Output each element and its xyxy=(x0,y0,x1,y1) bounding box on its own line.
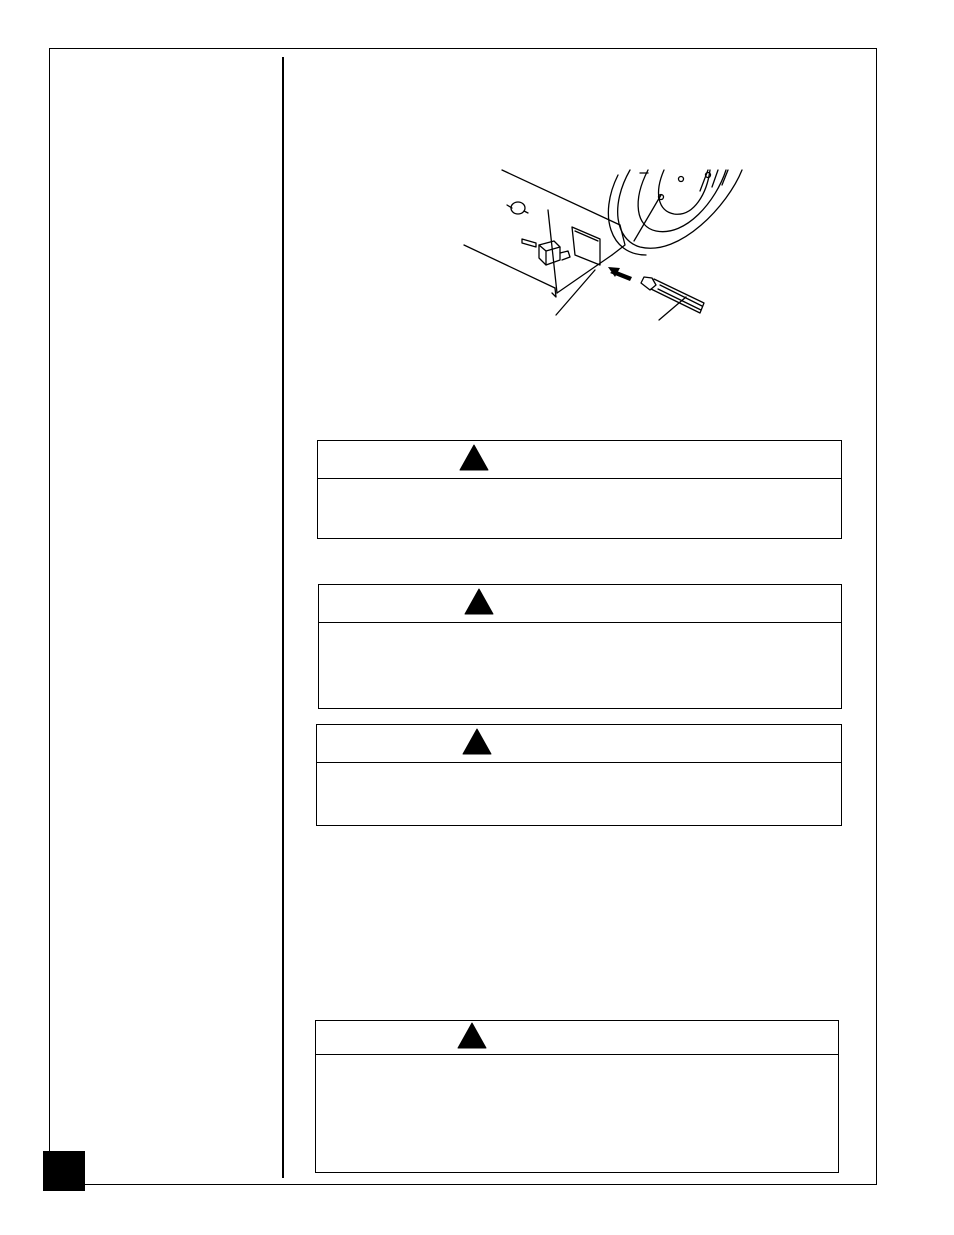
warning-box-header xyxy=(318,441,841,479)
warning-box-body xyxy=(317,763,841,779)
warning-box-body xyxy=(319,623,841,639)
warning-triangle-icon xyxy=(457,1022,487,1054)
warning-triangle-icon xyxy=(462,728,492,760)
heater-outlet-fitting-illustration xyxy=(460,165,750,325)
warning-box-header xyxy=(316,1021,838,1055)
warning-triangle-icon xyxy=(459,444,489,476)
warning-box-header xyxy=(319,585,841,623)
warning-box-1 xyxy=(317,440,842,539)
warning-box-header xyxy=(317,725,841,763)
page-number-tab xyxy=(43,1151,85,1191)
warning-box-3 xyxy=(316,724,842,826)
warning-box-body xyxy=(318,479,841,495)
warning-triangle-icon xyxy=(464,588,494,620)
warning-box-4 xyxy=(315,1020,839,1173)
column-divider xyxy=(282,57,284,1178)
warning-box-2 xyxy=(318,584,842,709)
warning-box-body xyxy=(316,1055,838,1071)
